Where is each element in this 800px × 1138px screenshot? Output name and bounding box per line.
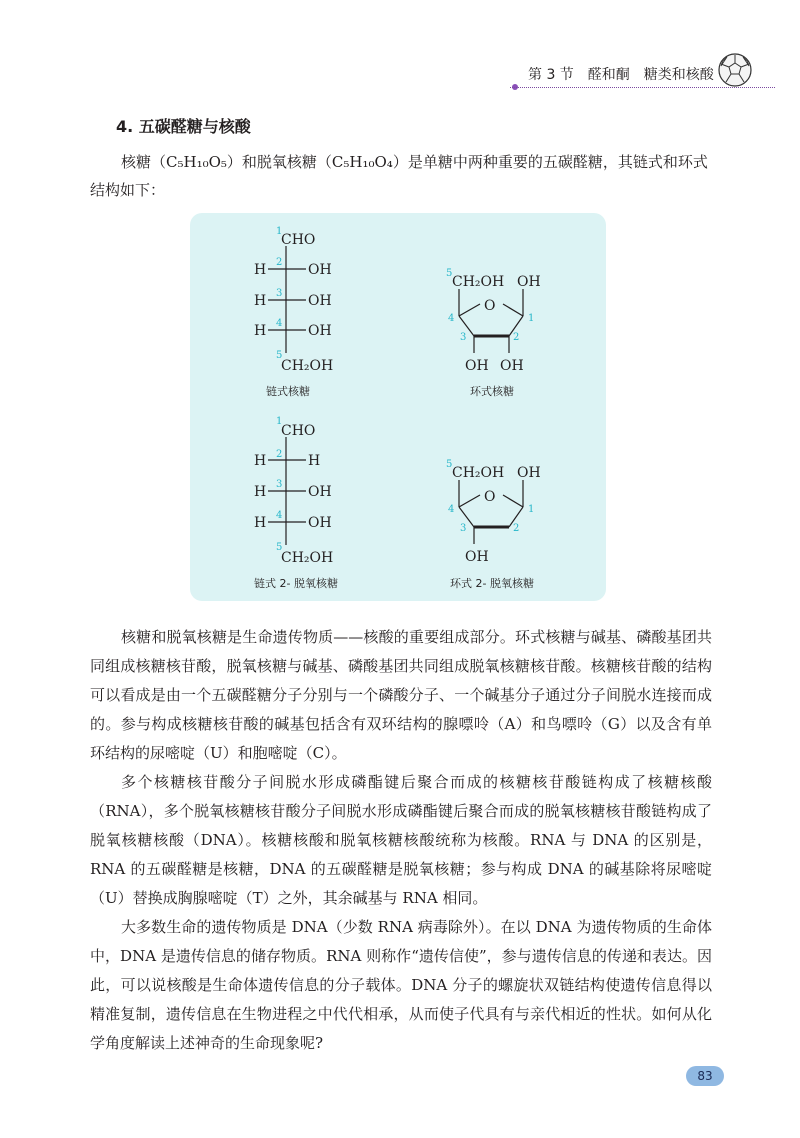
body-paragraph-3: 大多数生命的遗传物质是 DNA（少数 RNA 病毒除外）。在以 DNA 为遗传物质的生命体中，DNA 是遗传信息的储存物质。RNA 则称作“遗传信使”，参与遗传信息的传递和表达。因此，可以说核酸是生命体遗传信息的分子载体。DNA 分子的螺旋状双链结构使遗传信息得以精准复制，遗传信息在生物进程之中代代相承，从而使子代具有与亲代相近的性状。如何从化学角度解读上述神奇的生命现象呢? — [90, 918, 712, 1052]
chain-ribose-num-1: 1 — [276, 226, 283, 237]
chain-deoxyribose-right-4: OH — [308, 515, 332, 531]
ring-ribose-bottom-right: OH — [500, 358, 524, 374]
chain-ribose-num-4: 4 — [276, 318, 283, 329]
chain-ribose-right-3: OH — [308, 293, 332, 309]
chain-deoxyribose-top: CHO — [281, 423, 316, 439]
ring-deoxyribose-num-3: 3 — [460, 523, 467, 534]
chain-ribose-num-5: 5 — [276, 350, 283, 361]
chain-deoxyribose-left-3: H — [254, 484, 267, 500]
chain-ribose-right-2: OH — [308, 262, 332, 278]
ring-ribose-num-1: 1 — [528, 313, 535, 324]
ring-ribose-num-2: 2 — [513, 332, 520, 343]
chain-ribose-left-3: H — [254, 293, 267, 309]
body-paragraph-1: 核糖和脱氧核糖是生命遗传物质——核酸的重要组成部分。环式核糖与碱基、磷酸基团共同组成核糖核苷酸，脱氧核糖与碱基、磷酸基团共同组成脱氧核糖核苷酸。核糖核苷酸的结构可以看成是由一个五碳醛糖分子分别与一个磷酸分子、一个碱基分子通过分子间脱水连接而成的。参与构成核糖核苷酸的碱基包括含有双环结构的腺嘌呤（A）和鸟嘌呤（G）以及含有单环结构的尿嘧啶（U）和胞嘧啶（C）。 — [90, 628, 712, 762]
chain-deoxyribose-left-2: H — [254, 453, 267, 469]
chain-deoxyribose-right-3: OH — [308, 484, 332, 500]
chain-deoxyribose-label: 链式 2- 脱氧核糖 — [254, 577, 338, 590]
ring-deoxyribose-num-5: 5 — [446, 459, 453, 470]
sugar-structures-figure — [190, 213, 606, 601]
fullerene-icon — [717, 52, 753, 88]
header-title: 第 3 节 醛和酮 糖类和核酸 — [528, 67, 714, 83]
chain-ribose-bottom: CH₂OH — [281, 358, 334, 374]
ring-ribose-bottom-left: OH — [465, 358, 489, 374]
ring-ribose-top-right: OH — [517, 274, 541, 290]
ring-deoxyribose-num-4: 4 — [448, 504, 455, 515]
ring-ribose-oxygen: O — [484, 298, 496, 314]
chain-ribose-right-4: OH — [308, 323, 332, 339]
ring-deoxyribose-top-left: CH₂OH — [452, 465, 505, 481]
chain-deoxyribose-num-5: 5 — [276, 542, 283, 553]
ring-deoxyribose-top-right: OH — [517, 465, 541, 481]
chain-ribose-left-4: H — [254, 323, 267, 339]
chain-deoxyribose-diagram — [254, 416, 338, 590]
chain-deoxyribose-bottom: CH₂OH — [281, 550, 334, 566]
page-header — [510, 60, 800, 90]
chain-ribose-top: CHO — [281, 232, 316, 248]
ring-ribose-label: 环式核糖 — [470, 385, 514, 398]
chain-deoxyribose-num-1: 1 — [276, 416, 283, 427]
chain-deoxyribose-left-4: H — [254, 515, 267, 531]
chain-deoxyribose-num-4: 4 — [276, 510, 283, 521]
ring-ribose-top-left: CH₂OH — [452, 274, 505, 290]
chain-deoxyribose-right-2: H — [308, 453, 321, 469]
intro-paragraph: 核糖（C₅H₁₀O₅）和脱氧核糖（C₅H₁₀O₄）是单糖中两种重要的五碳醛糖，其链式和环式结构如下： — [90, 153, 708, 199]
chain-ribose-left-2: H — [254, 262, 267, 278]
ring-deoxyribose-oxygen: O — [484, 489, 496, 505]
section-title: 4. 五碳醛糖与核酸 — [116, 117, 251, 136]
chain-ribose-num-3: 3 — [276, 288, 283, 299]
chain-deoxyribose-num-2: 2 — [276, 449, 283, 460]
ring-ribose-num-3: 3 — [460, 332, 467, 343]
ring-deoxyribose-bottom-left: OH — [465, 549, 489, 565]
ring-deoxyribose-label: 环式 2- 脱氧核糖 — [450, 577, 534, 590]
ring-ribose-num-4: 4 — [448, 313, 455, 324]
body-paragraph-2: 多个核糖核苷酸分子间脱水形成磷酯键后聚合而成的核糖核苷酸链构成了核糖核酸（RNA），多个脱氧核糖核苷酸分子间脱水形成磷酯键后聚合而成的脱氧核糖核苷酸链构成了脱氧核糖核酸（DNA）。核糖核酸和脱氧核糖核酸统称为核酸。RNA 与 DNA 的区别是，RNA 的五碳醛糖是核糖，DNA 的五碳醛糖是脱氧核糖；参与构成 DNA 的碱基除将尿嘧啶（U）替换成胸腺嘧啶（T）之外，其余碱基与 RNA 相同。 — [90, 773, 712, 907]
body-text — [90, 623, 712, 1058]
ring-ribose-num-5: 5 — [446, 268, 453, 279]
ring-deoxyribose-num-1: 1 — [528, 504, 535, 515]
chain-ribose-num-2: 2 — [276, 257, 283, 268]
ring-ribose-diagram — [446, 268, 541, 398]
chain-ribose-diagram — [254, 226, 333, 398]
chain-deoxyribose-num-3: 3 — [276, 479, 283, 490]
page-number: 83 — [686, 1066, 724, 1086]
ring-deoxyribose-diagram — [446, 459, 541, 590]
chain-ribose-label: 链式核糖 — [266, 385, 310, 398]
ring-deoxyribose-num-2: 2 — [513, 523, 520, 534]
